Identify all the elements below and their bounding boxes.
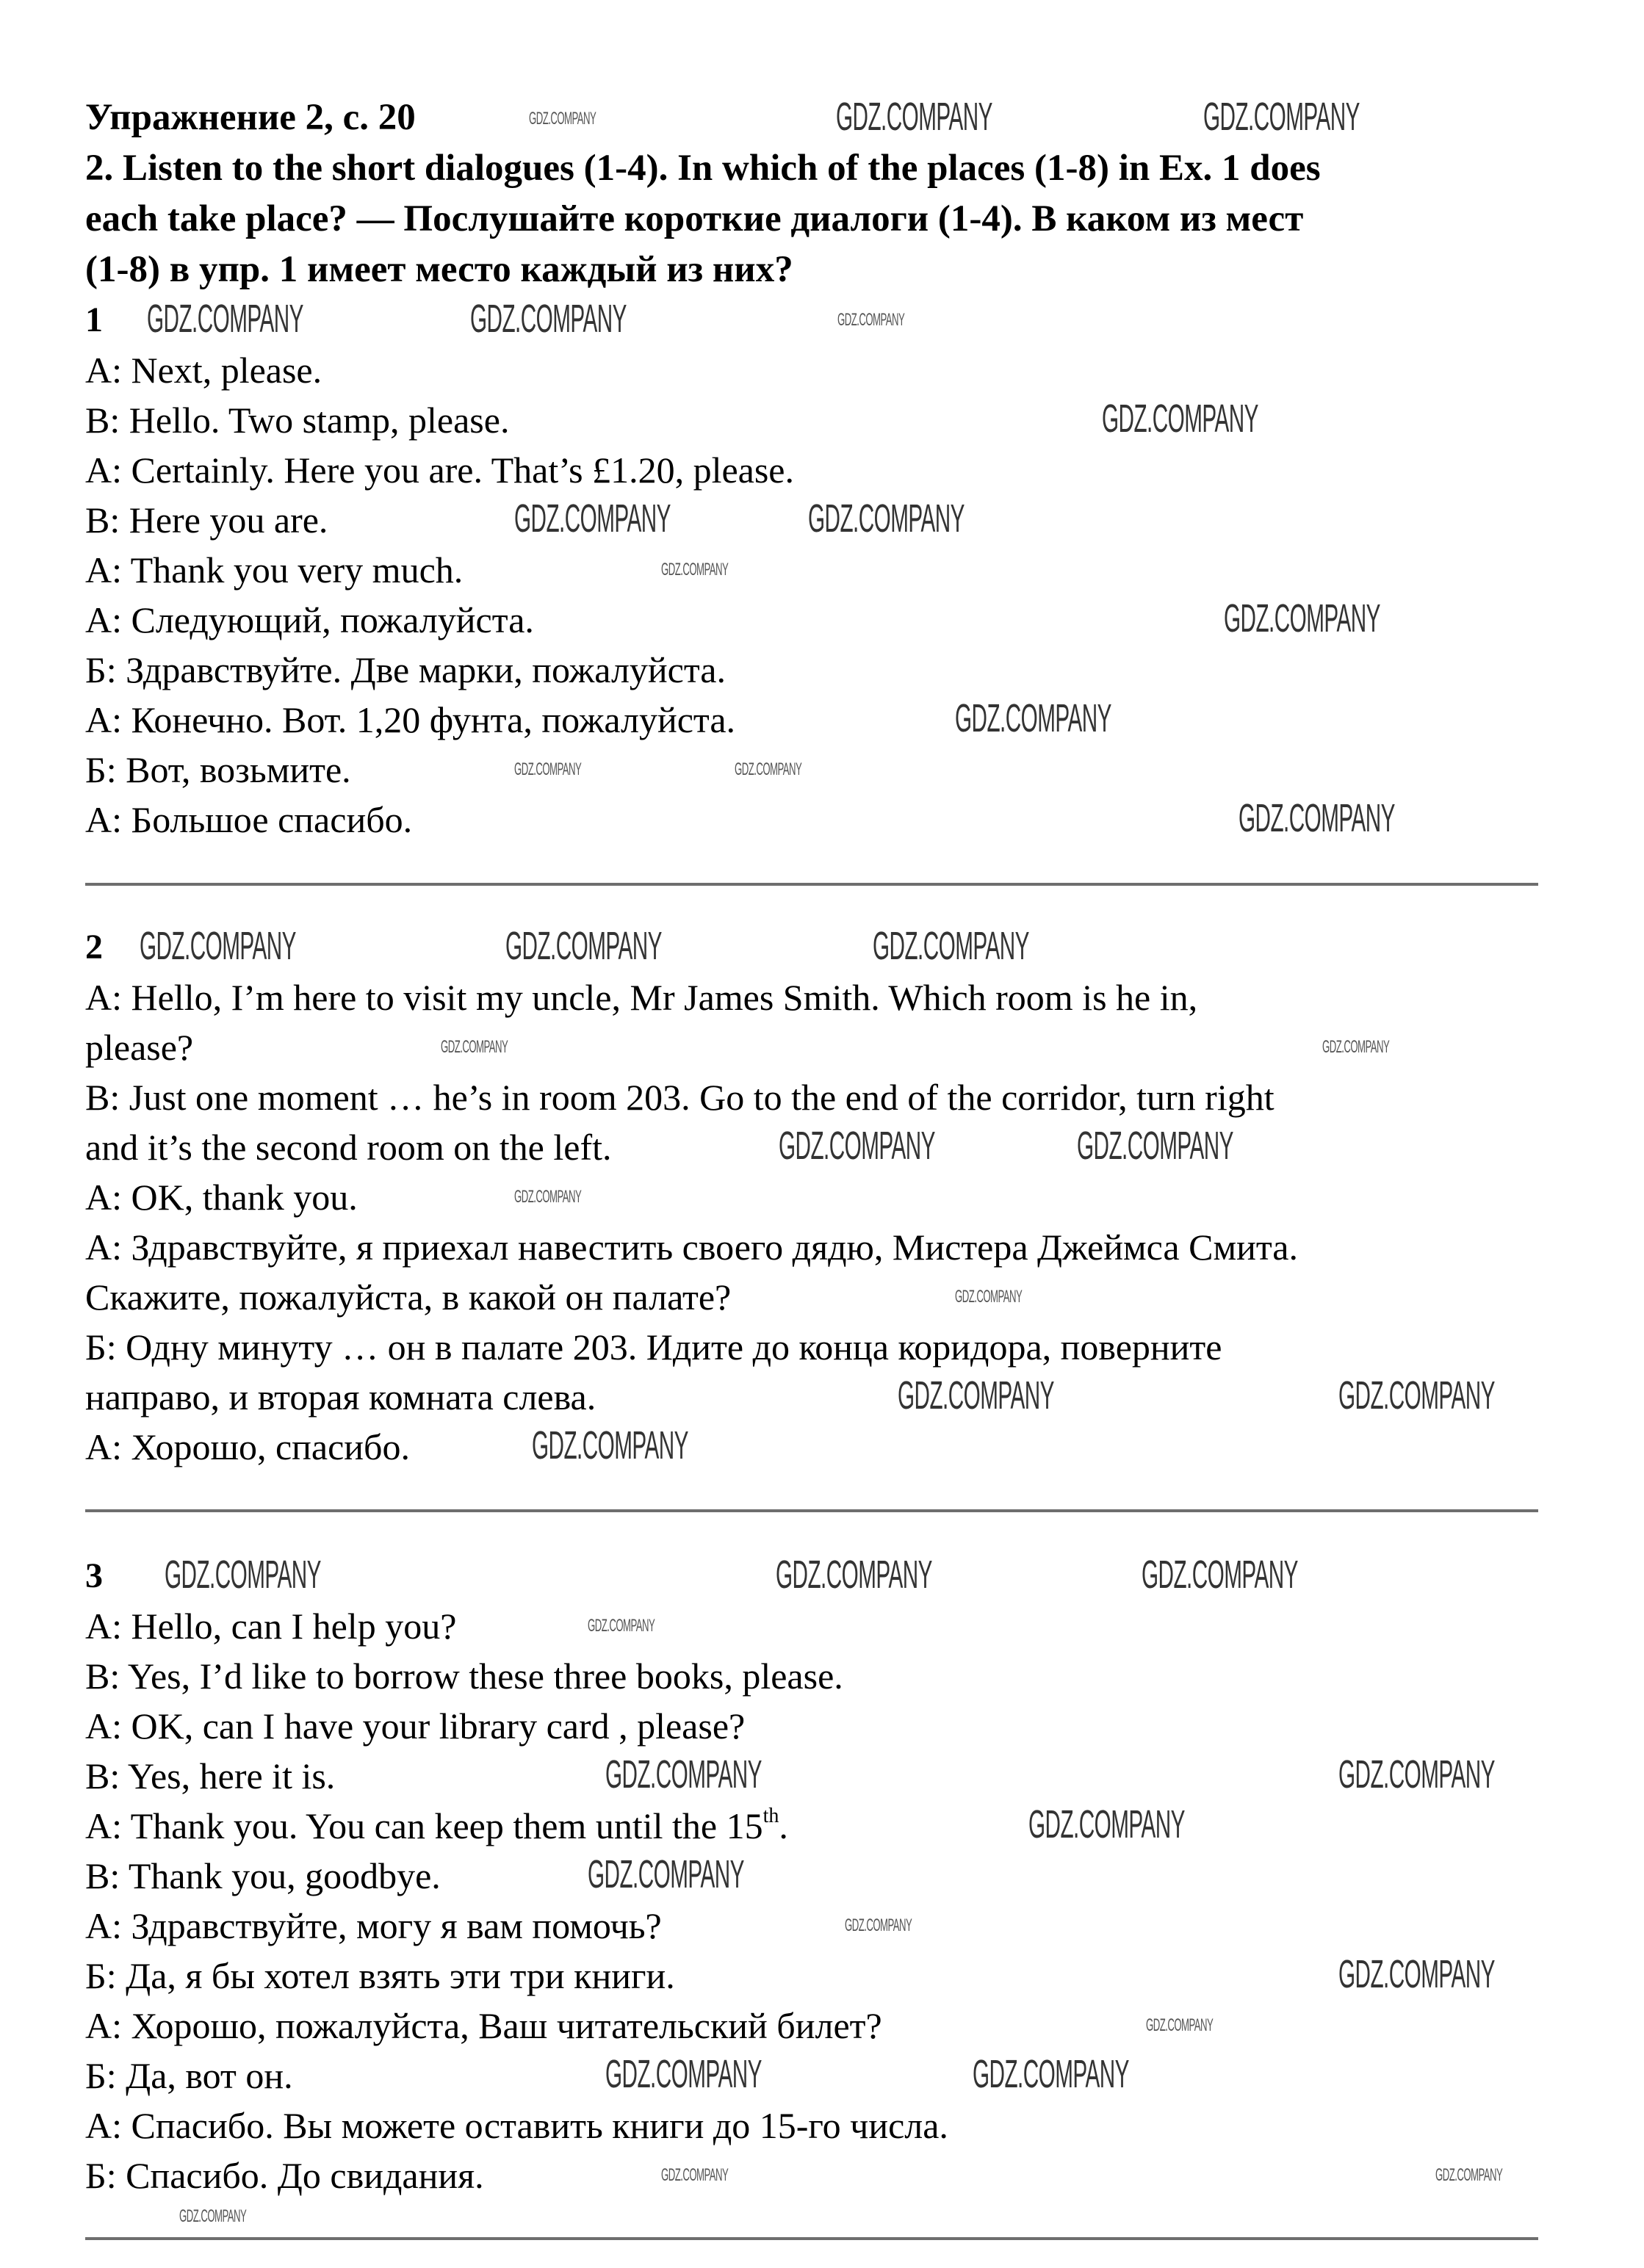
watermark: GDZ.COMPANY <box>505 924 662 968</box>
dialogue-line: A: Certainly. Here you are. That’s £1.20, please. <box>85 449 794 491</box>
dialogue-3 <box>85 1551 1554 2200</box>
watermark: GDZ.COMPANY <box>514 1187 582 1207</box>
dialogue-text: . <box>779 1805 788 1846</box>
watermark: GDZ.COMPANY <box>514 759 582 779</box>
dialogue-number: 3 <box>85 1556 103 1595</box>
dialogue-line: B: Yes, I’d like to borrow these three books, please. <box>85 1655 843 1697</box>
watermark: GDZ.COMPANY <box>140 924 296 968</box>
dialogue-1 <box>85 295 1554 845</box>
watermark: GDZ.COMPANY <box>776 1553 932 1597</box>
watermark: GDZ.COMPANY <box>1203 95 1360 139</box>
watermark: GDZ.COMPANY <box>588 1852 744 1896</box>
dialogue-line: А: Большое спасибо. <box>85 799 413 840</box>
watermark: GDZ.COMPANY <box>605 2052 762 2096</box>
dialogue-line: B: Yes, here it is. <box>85 1755 336 1796</box>
watermark: GDZ.COMPANY <box>165 1553 321 1597</box>
watermark: GDZ.COMPANY <box>441 1037 508 1057</box>
dialogue-line: A: Hello, I’m here to visit my uncle, Mr James Smith. Which room is he in, <box>85 977 1198 1018</box>
watermark: GDZ.COMPANY <box>1338 1952 1495 1996</box>
watermark: GDZ.COMPANY <box>514 496 671 541</box>
watermark: GDZ.COMPANY <box>1142 1553 1298 1597</box>
watermark: GDZ.COMPANY <box>836 95 992 139</box>
dialogue-line: Б: Здравствуйте. Две марки, пожалуйста. <box>85 649 726 690</box>
watermark: GDZ.COMPANY <box>779 1124 935 1168</box>
watermark: GDZ.COMPANY <box>873 924 1029 968</box>
watermark: GDZ.COMPANY <box>1077 1124 1233 1168</box>
task-line: (1-8) в упр. 1 имеет место каждый из них? <box>85 249 793 290</box>
dialogue-line: А: Хорошо, пожалуйста, Ваш читательский билет? <box>85 2005 882 2046</box>
watermark: GDZ.COMPANY <box>1146 2015 1214 2035</box>
watermark: GDZ.COMPANY <box>661 560 729 579</box>
dialogue-line: Б: Спасибо. До свидания. <box>85 2155 484 2196</box>
watermark: GDZ.COMPANY <box>898 1373 1054 1418</box>
watermark: GDZ.COMPANY <box>973 2052 1129 2096</box>
watermark: GDZ.COMPANY <box>808 496 965 541</box>
divider <box>85 883 1538 886</box>
dialogue-line: A: Next, please. <box>85 350 322 391</box>
dialogue-line: А: Следующий, пожалуйста. <box>85 599 534 640</box>
dialogue-line: A: Hello, can I help you? <box>85 1606 457 1647</box>
watermark: GDZ.COMPANY <box>955 1287 1023 1307</box>
dialogue-line: A: OK, thank you. <box>85 1177 358 1218</box>
watermark: GDZ.COMPANY <box>1102 397 1258 441</box>
dialogue-line: B: Just one moment … he’s in room 203. Go to the end of the corridor, turn right <box>85 1077 1275 1118</box>
dialogue-line: Б: Одну минуту … он в палате 203. Идите до конца коридора, поверните <box>85 1326 1222 1368</box>
watermark: GDZ.COMPANY <box>1224 596 1380 640</box>
dialogue-line: А: Хорошо, спасибо. <box>85 1426 410 1467</box>
ordinal-suffix: th <box>762 1805 779 1827</box>
dialogue-line: please? <box>85 1027 194 1068</box>
dialogue-2 <box>85 922 1554 1472</box>
dialogue-line: Скажите, пожалуйста, в какой он палате? <box>85 1276 732 1318</box>
watermark: GDZ.COMPANY <box>845 1915 912 1935</box>
dialogue-text: A: Thank you. You can keep them until the 15 <box>85 1805 763 1846</box>
watermark: GDZ.COMPANY <box>1338 1752 1495 1796</box>
dialogue-line: A: OK, can I have your library card , please? <box>85 1705 746 1747</box>
watermark: GDZ.COMPANY <box>955 696 1111 740</box>
watermark: GDZ.COMPANY <box>605 1752 762 1796</box>
watermark: GDZ.COMPANY <box>147 297 303 341</box>
dialogue-line <box>85 1801 1554 1851</box>
watermark: GDZ.COMPANY <box>179 2206 247 2226</box>
watermark: GDZ.COMPANY <box>837 310 905 330</box>
exercise-title-text: Упражнение 2, с. 20 <box>85 97 416 138</box>
dialogue-line: Б: Да, вот он. <box>85 2055 293 2096</box>
watermark: GDZ.COMPANY <box>661 2165 729 2185</box>
task-line: each take place? — Послушайте короткие диалоги (1-4). В каком из мест <box>85 198 1304 239</box>
task-line: 2. Listen to the short dialogues (1-4). In which of the places (1-8) in Ex. 1 does <box>85 148 1321 189</box>
dialogue-line: направо, и вторая комната слева. <box>85 1376 596 1418</box>
watermark: GDZ.COMPANY <box>529 109 596 129</box>
dialogue-line: B: Here you are. <box>85 499 328 541</box>
watermark: GDZ.COMPANY <box>1028 1802 1185 1846</box>
divider <box>85 2237 1538 2240</box>
watermark: GDZ.COMPANY <box>1435 2165 1503 2185</box>
dialogue-line: A: Thank you very much. <box>85 549 464 591</box>
dialogue-number: 1 <box>85 300 103 339</box>
watermark: GDZ.COMPANY <box>470 297 627 341</box>
dialogue-line: А: Спасибо. Вы можете оставить книги до 15-го числа. <box>85 2105 948 2146</box>
dialogue-line: А: Конечно. Вот. 1,20 фунта, пожалуйста. <box>85 699 736 740</box>
dialogue-line: Б: Вот, возьмите. <box>85 749 351 790</box>
watermark: GDZ.COMPANY <box>532 1423 688 1467</box>
watermark: GDZ.COMPANY <box>588 1616 655 1636</box>
dialogue-number: 2 <box>85 928 103 967</box>
divider <box>85 1509 1538 1512</box>
watermark: GDZ.COMPANY <box>1338 1373 1495 1418</box>
dialogue-line: А: Здравствуйте, могу я вам помочь? <box>85 1905 662 1946</box>
watermark: GDZ.COMPANY <box>1239 796 1395 840</box>
dialogue-line: and it’s the second room on the left. <box>85 1127 612 1168</box>
dialogue-line: B: Thank you, goodbye. <box>85 1855 441 1896</box>
dialogue-line: B: Hello. Two stamp, please. <box>85 400 510 441</box>
dialogue-line: А: Здравствуйте, я приехал навестить своего дядю, Мистера Джеймса Смита. <box>85 1227 1299 1268</box>
dialogue-line: Б: Да, я бы хотел взять эти три книги. <box>85 1955 675 1996</box>
watermark: GDZ.COMPANY <box>1322 1037 1390 1057</box>
watermark: GDZ.COMPANY <box>735 759 802 779</box>
